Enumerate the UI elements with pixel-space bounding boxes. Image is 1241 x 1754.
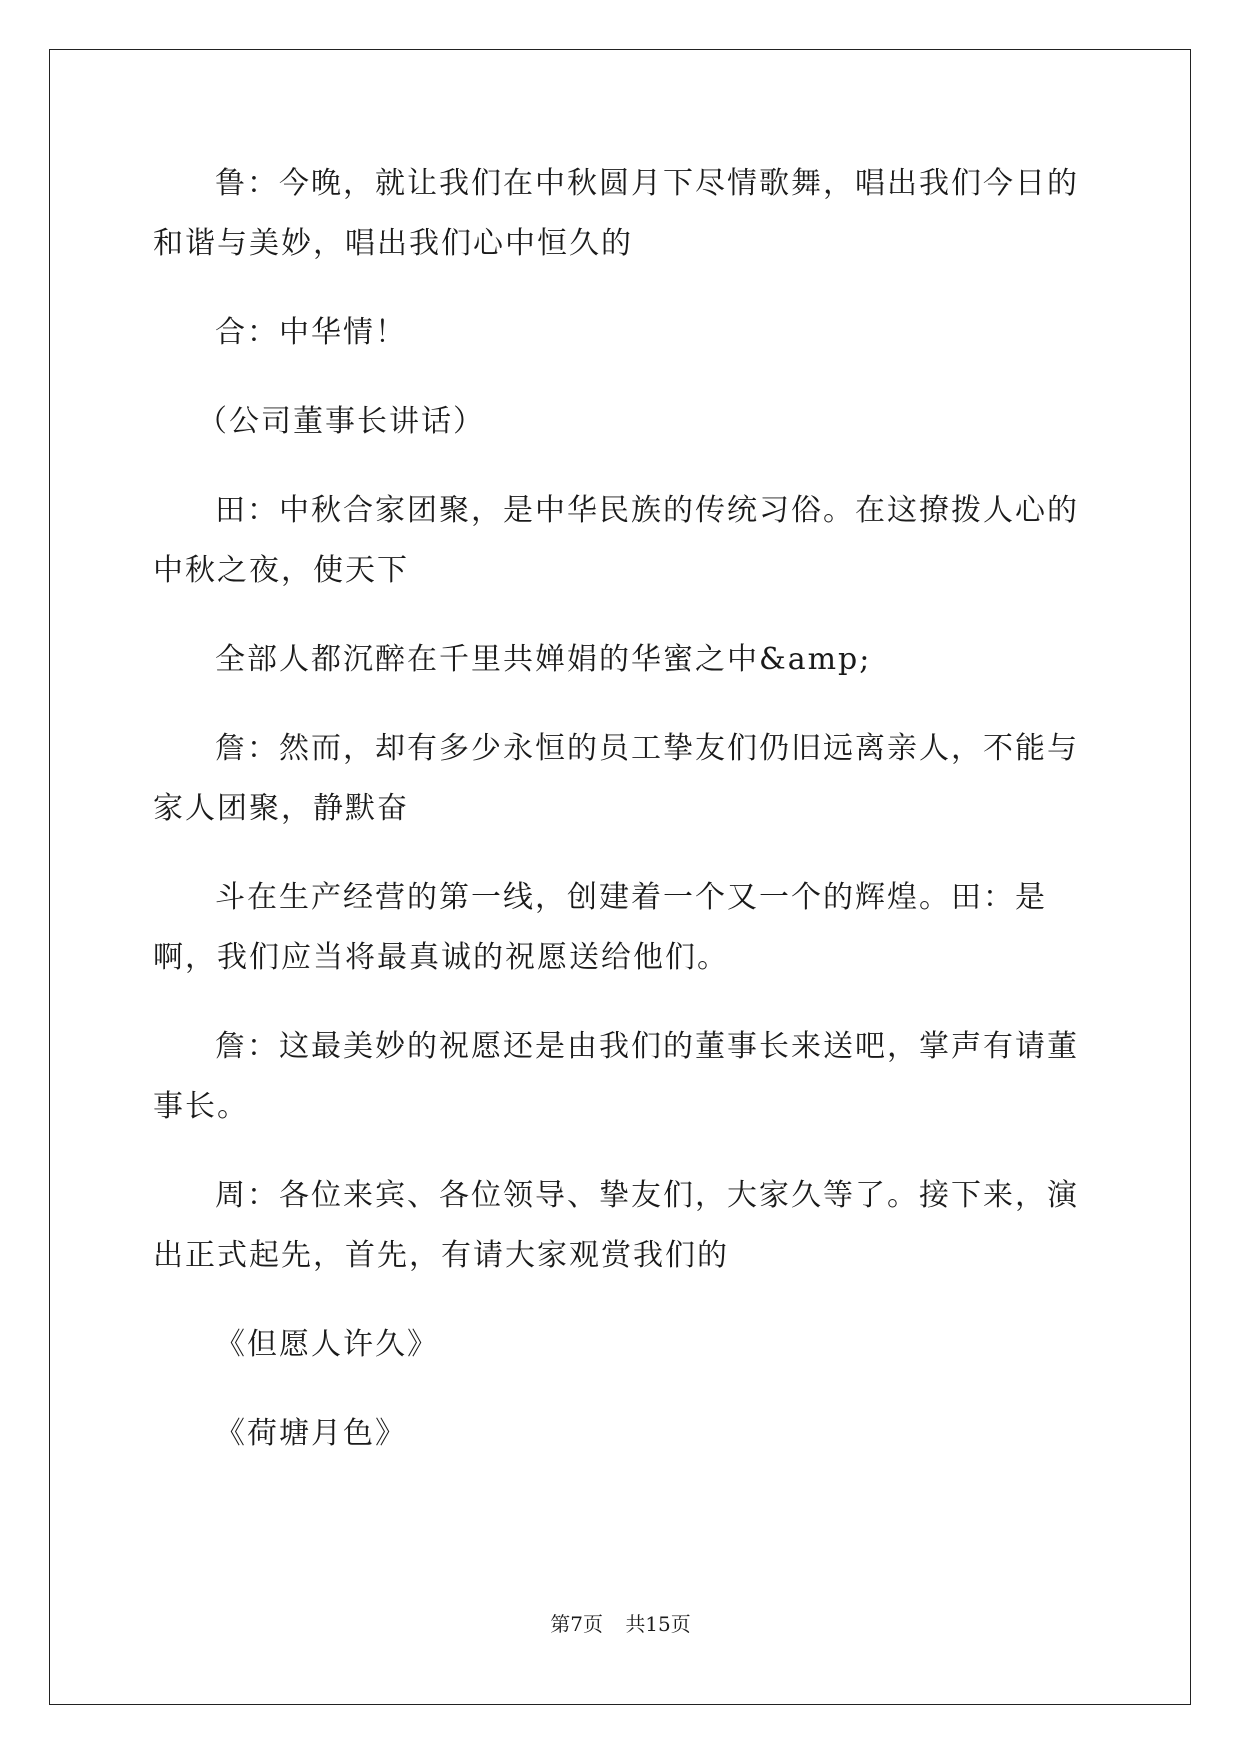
document-body	[153, 154, 1093, 1493]
paragraph-tian-1: 田：中秋合家团聚，是中华民族的传统习俗。在这撩拨人心的中秋之夜，使天下	[153, 493, 1079, 588]
paragraph-zhou: 周：各位来宾、各位领导、挚友们，大家久等了。接下来，演出正式起先，首先，有请大家观赏我们的	[153, 1178, 1079, 1273]
program-title-2: 《荷塘月色》	[215, 1416, 407, 1451]
paragraph-zhan-1: 詹：然而，却有多少永恒的员工挚友们仍旧远离亲人，不能与家人团聚，静默奋	[153, 731, 1079, 826]
paragraph-tian-2: 全部人都沉醉在千里共婵娟的华蜜之中&amp;	[215, 642, 872, 677]
program-title-1: 《但愿人许久》	[215, 1327, 439, 1362]
page-footer	[0, 1612, 1241, 1636]
paragraph-zhan-2: 詹：这最美妙的祝愿还是由我们的董事长来送吧，掌声有请董事长。	[153, 1029, 1079, 1124]
paragraph-chairman-speech-note: （公司董事长讲话）	[197, 404, 485, 439]
paragraph-tian-3: 斗在生产经营的第一线，创建着一个又一个的辉煌。田：是啊，我们应当将最真诚的祝愿送给他们。	[153, 880, 1047, 975]
paragraph-he: 合：中华情！	[215, 315, 407, 350]
page-total: 共15页	[625, 1612, 691, 1636]
page-number: 第7页	[550, 1612, 603, 1636]
paragraph-lu: 鲁：今晚，就让我们在中秋圆月下尽情歌舞，唱出我们今日的和谐与美妙，唱出我们心中恒久的	[153, 166, 1079, 261]
